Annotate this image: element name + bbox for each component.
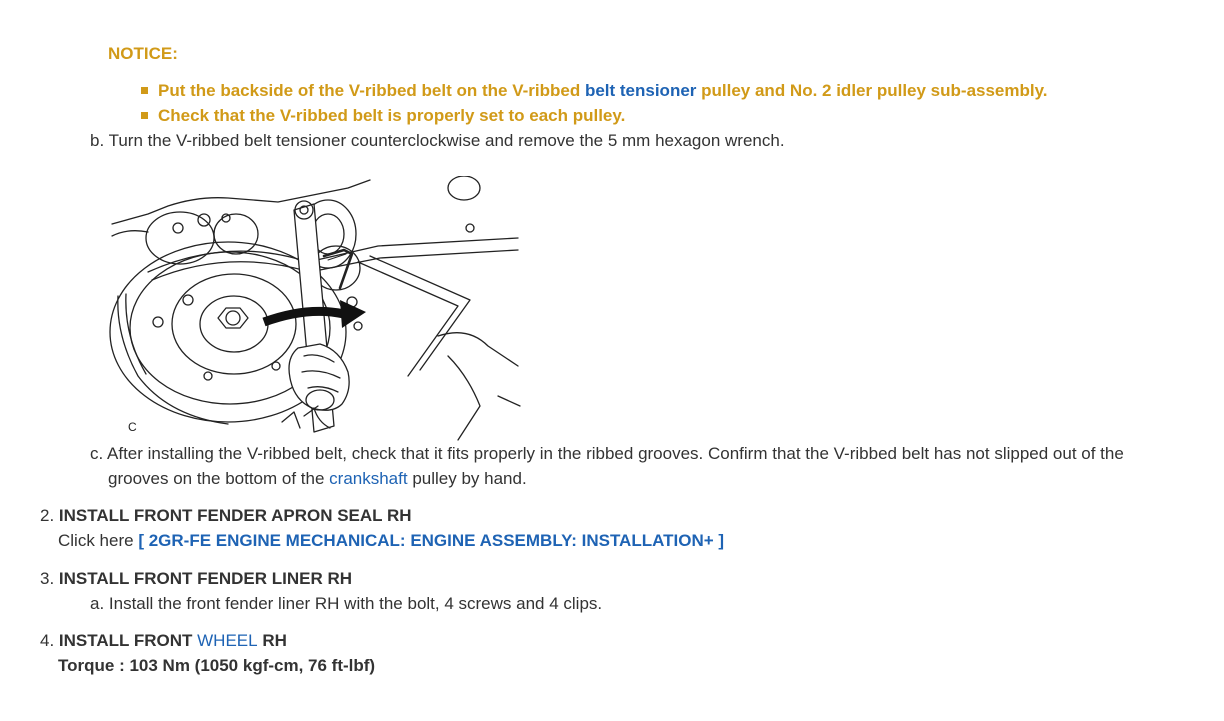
crankshaft-link[interactable]: crankshaft bbox=[329, 469, 408, 488]
belt-tensioner-link[interactable]: belt tensioner bbox=[584, 81, 697, 100]
step-c-line-1: c. After installing the V-ribbed belt, check that it fits properly in the ribbed grooves. Confirm that the V-ribbed belt has not slipped out of the bbox=[90, 444, 1124, 463]
notice-item-1-text-pre: Put the backside of the V-ribbed belt on the V-ribbed bbox=[158, 81, 585, 100]
engine-assembly-installation-link[interactable]: [ 2GR-FE ENGINE MECHANICAL: ENGINE ASSEMBLY: INSTALLATION+ ] bbox=[138, 531, 725, 550]
step-c-text-post: pulley by hand. bbox=[407, 469, 527, 488]
notice-item-2 bbox=[158, 106, 625, 126]
section-3-number: 3. bbox=[40, 569, 55, 588]
section-4-number: 4. bbox=[40, 631, 55, 650]
illustration-label: C bbox=[128, 420, 137, 434]
section-3-heading bbox=[40, 569, 352, 589]
torque-spec: Torque : 103 Nm (1050 kgf-cm, 76 ft-lbf) bbox=[58, 656, 376, 675]
notice-item-1-text-post: pulley and No. 2 idler pulley sub-assembly. bbox=[696, 81, 1048, 100]
wheel-link[interactable]: WHEEL bbox=[197, 631, 258, 650]
section-2-click-line bbox=[58, 531, 724, 551]
step-b-text: b. Turn the V-ribbed belt tensioner counterclockwise and remove the 5 mm hexagon wrench. bbox=[90, 131, 785, 150]
section-3-step-a: a. Install the front fender liner RH with the bolt, 4 screws and 4 clips. bbox=[90, 594, 603, 613]
bullet-icon bbox=[141, 87, 148, 94]
bullet-icon bbox=[141, 112, 148, 119]
section-2-heading bbox=[40, 506, 412, 526]
section-3-title: INSTALL FRONT FENDER LINER RH bbox=[58, 569, 353, 588]
section-4-heading bbox=[40, 631, 287, 651]
step-c-line-2 bbox=[108, 469, 527, 489]
belt-tensioner-illustration bbox=[108, 176, 528, 442]
notice-item-2-text: Check that the V-ribbed belt is properly set to each pulley. bbox=[158, 106, 626, 125]
section-2-number: 2. bbox=[40, 506, 55, 525]
section-2-title: INSTALL FRONT FENDER APRON SEAL RH bbox=[58, 506, 412, 525]
click-here-text: Click here bbox=[58, 531, 139, 550]
notice-item-1 bbox=[158, 81, 1048, 101]
notice-title: NOTICE: bbox=[108, 44, 178, 63]
step-c-text-pre: grooves on the bottom of the bbox=[108, 469, 330, 488]
section-4-title-post: RH bbox=[257, 631, 287, 650]
section-4-title-pre: INSTALL FRONT bbox=[58, 631, 198, 650]
